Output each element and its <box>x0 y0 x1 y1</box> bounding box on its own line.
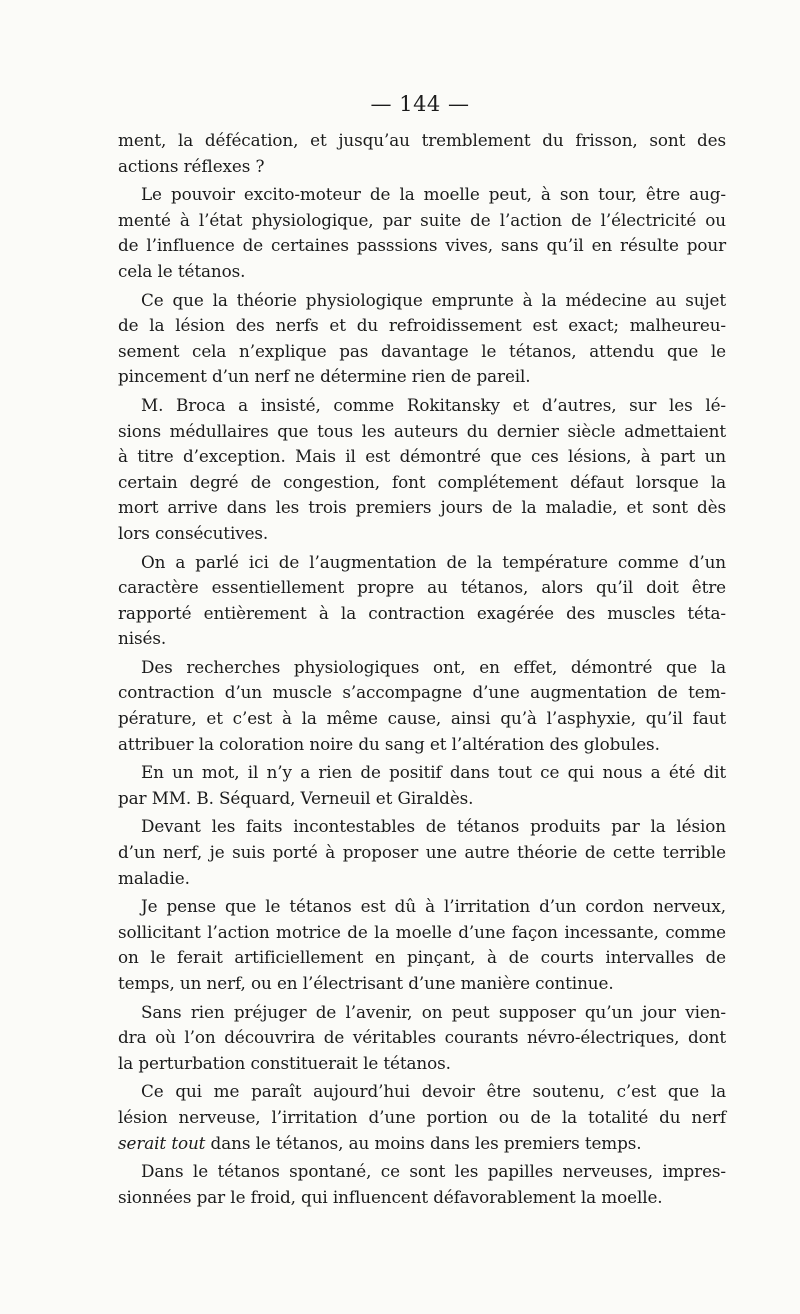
text-line: certain degré de congestion, font complétement défaut lorsque la <box>118 471 726 492</box>
text-line: caractère essentiellement propre au tétanos, alors qu’il doit être <box>118 577 726 598</box>
text-line: lors consécutives. <box>118 522 269 543</box>
text-line: sement cela n’explique pas davantage le tétanos, attendu que le <box>118 340 726 361</box>
text-line: menté à l’état physiologique, par suite de l’action de l’électricité ou <box>118 209 726 230</box>
text-line: maladie. <box>118 867 190 888</box>
text-line: rapporté entièrement à la contraction exagérée des muscles téta- <box>118 602 726 623</box>
text-line: de la lésion des nerfs et du refroidissement est exact; malheureu- <box>118 315 726 336</box>
text-line-with-emphasis <box>118 1131 726 1157</box>
text-line: on le ferait artificiellement en pinçant, à de courts intervalles de <box>118 947 726 968</box>
paragraph-first-line: On a parlé ici de l’augmentation de la température comme d’un <box>141 551 726 572</box>
page-number: — 144 — <box>370 92 470 116</box>
text-line: sionnées par le froid, qui influencent défavorablement la moelle. <box>118 1186 663 1207</box>
text-line: pérature, et c’est à la même cause, ainsi qu’à l’asphyxie, qu’il faut <box>118 708 726 729</box>
paragraph-first-line: Dans le tétanos spontané, ce sont les papilles nerveuses, impres- <box>141 1161 726 1182</box>
text-line: sollicitant l’action motrice de la moelle d’une façon incessante, comme <box>118 921 726 942</box>
paragraph-first-line: Je pense que le tétanos est dû à l’irritation d’un cordon nerveux, <box>141 896 726 917</box>
paragraph-first-line: En un mot, il n’y a rien de positif dans tout ce qui nous a été dit <box>141 762 726 783</box>
text-line: sions médullaires que tous les auteurs du dernier siècle admettaient <box>118 420 726 441</box>
text-line: de l’influence de certaines passsions vives, sans qu’il en résulte pour <box>118 235 726 256</box>
text-line: nisés. <box>118 628 167 649</box>
paragraph-first-line: Ce qui me paraît aujourd’hui devoir être soutenu, c’est que la <box>141 1081 726 1102</box>
text-line: ment, la défécation, et jusqu’au tremblement du frisson, sont des <box>118 130 726 150</box>
text-line: cela le tétanos. <box>118 260 246 281</box>
text-line: lésion nerveuse, l’irritation d’une portion ou de la totalité du nerf <box>118 1106 726 1127</box>
text-line: attribuer la coloration noire du sang et l’altération des globules. <box>118 733 660 754</box>
text-line: dra où l’on découvrira de véritables courants névro-électriques, dont <box>118 1027 726 1048</box>
paragraph-first-line: M. Broca a insisté, comme Rokitansky et d’autres, sur les lé- <box>141 394 726 415</box>
body-text <box>118 128 726 1210</box>
text-line: par MM. B. Séquard, Verneuil et Giraldès. <box>118 787 474 808</box>
paragraph-first-line: Le pouvoir excito-moteur de la moelle peut, à son tour, être aug- <box>141 184 726 205</box>
text-line: mort arrive dans les trois premiers jours de la maladie, et sont dès <box>118 497 726 518</box>
text-line: d’un nerf, je suis porté à proposer une autre théorie de cette terrible <box>118 842 726 863</box>
paragraph-first-line: Des recherches physiologiques ont, en effet, démontré que la <box>141 656 726 677</box>
text-line: temps, un nerf, ou en l’électrisant d’une manière continue. <box>118 973 614 993</box>
text-line: actions réflexes ? <box>118 155 265 176</box>
text-line: à titre d’exception. Mais il est démontré que ces lésions, à part un <box>118 446 726 467</box>
paragraph-first-line: Devant les faits incontestables de tétanos produits par la lésion <box>141 816 726 837</box>
text-line: contraction d’un muscle s’accompagne d’une augmentation de tem- <box>118 682 726 703</box>
text-line: pincement d’un nerf ne détermine rien de pareil. <box>118 366 531 387</box>
paragraph-first-line: Ce que la théorie physiologique emprunte à la médecine au sujet <box>141 289 726 310</box>
text-line: la perturbation constituerait le tétanos. <box>118 1052 451 1073</box>
text-line-rest: dans le tétanos, au moins dans les premiers temps. <box>205 1132 642 1153</box>
paragraph-first-line: Sans rien préjuger de l’avenir, on peut supposer qu’un jour vien- <box>141 1001 726 1022</box>
emphasis-text: serait tout <box>118 1132 206 1153</box>
